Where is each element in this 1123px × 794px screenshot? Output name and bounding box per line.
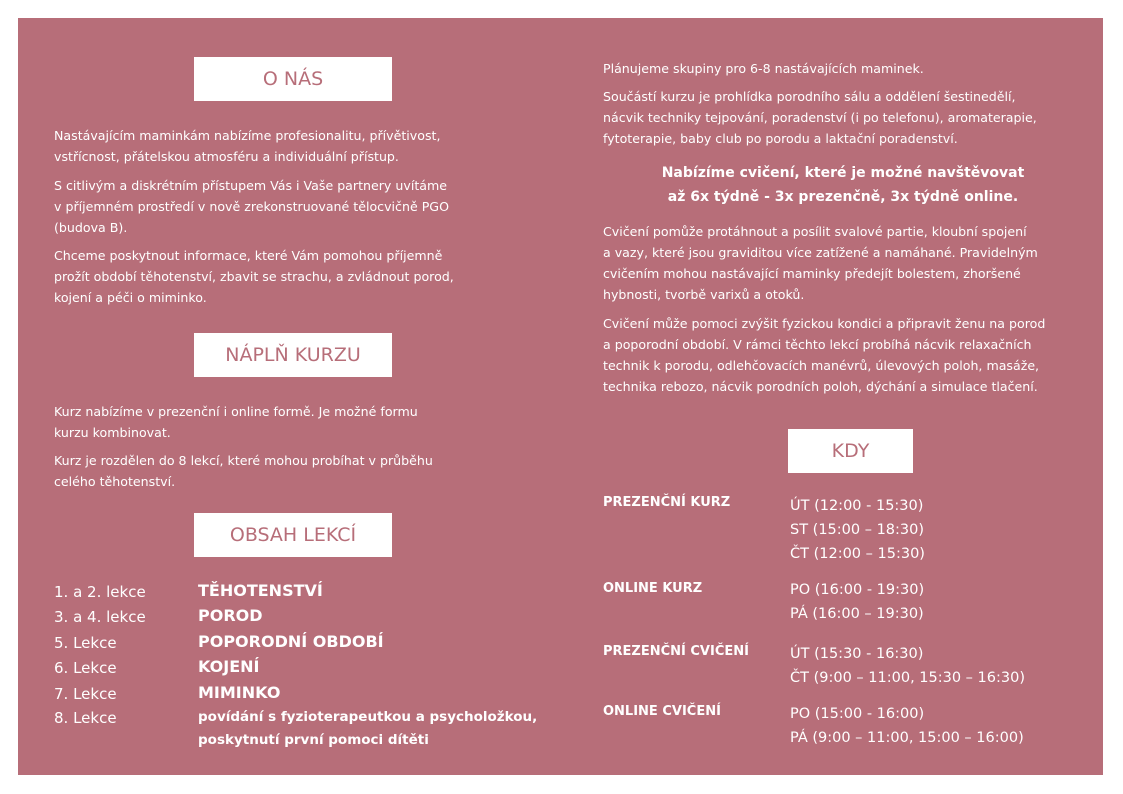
- exercise-highlight: Nabízíme cvičení, které je možné navštěvovat až 6x týdně - 3x prezenčně, 3x týdně online.: [661, 165, 1025, 205]
- schedule-heading: KDY: [788, 429, 913, 473]
- course-paragraph-2: Kurz je rozdělen do 8 lekcí, které mohou probíhat v průběhu celého těhotenství.: [54, 453, 433, 489]
- course-paragraph-1: Kurz nabízíme v prezenční i online formě. Je možné formu kurzu kombinovat.: [54, 404, 418, 440]
- about-heading: O NÁS: [194, 57, 392, 101]
- lesson-number: 8. Lekce: [54, 709, 117, 727]
- course-contents-paragraph: Součástí kurzu je prohlídka porodního sálu a oddělení šestinedělí, nácvik techniky tejpování, poradenství (i po telefonu), aromaterapie, fytoterapie, baby club po porodu a laktační poradenství.: [603, 89, 1037, 146]
- about-paragraph-3: Chceme poskytnout informace, které Vám pomohou příjemně prožít období těhotenství, zbavit se strachu, a zvládnout porod, kojení a péči o miminko.: [54, 248, 454, 305]
- schedule-times: PO (16:00 - 19:30) PÁ (16:00 – 19:30): [790, 582, 925, 622]
- lesson-topic: MIMINKO: [198, 683, 281, 702]
- lesson-number: 7. Lekce: [54, 685, 117, 703]
- lesson-number: 6. Lekce: [54, 659, 117, 677]
- lesson-number: 3. a 4. lekce: [54, 608, 146, 626]
- lesson-number: 5. Lekce: [54, 634, 117, 652]
- schedule-times: ÚT (15:30 - 16:30) ČT (9:00 – 11:00, 15:30 – 16:30): [790, 646, 1025, 686]
- groups-paragraph: Plánujeme skupiny pro 6-8 nastávajících maminek.: [603, 61, 924, 76]
- about-paragraph-2: S citlivým a diskrétním přístupem Vás i Vaše partnery uvítáme v příjemném prostředí v nově zrekonstruované tělocvičně PGO (budova B).: [54, 178, 449, 235]
- course-heading: NÁPLŇ KURZU: [194, 333, 392, 377]
- exercise-benefits-paragraph: Cvičení pomůže protáhnout a posílit svalové partie, kloubní spojení a vazy, které jsou graviditou více zatížené a namáhané. Pravidelným cvičením mohou nastávající maminky předejít bolestem, zhoršené hybnosti, tvorbě varixů a otoků.: [603, 224, 1038, 302]
- about-paragraph-1: Nastávajícím maminkám nabízíme profesionalitu, přívětivost, vstřícnost, přátelskou atmosféru a individuální přístup.: [54, 128, 441, 164]
- lesson-topic: povídání s fyzioterapeutkou a psycholožkou, poskytnutí první pomoci dítěti: [198, 709, 538, 748]
- schedule-label: PREZENČNÍ CVIČENÍ: [603, 644, 749, 659]
- schedule-label: ONLINE KURZ: [603, 581, 703, 596]
- exercise-techniques-paragraph: Cvičení může pomoci zvýšit fyzickou kondici a připravit ženu na porod a poporodní období. V rámci těchto lekcí probíhá nácvik relaxačních technik k porodu, odlehčovacích manévrů, úlevových poloh, masáže, technika rebozo, nácvik porodních poloh, dýchání a simulace tlačení.: [603, 316, 1046, 394]
- schedule-label: ONLINE CVIČENÍ: [603, 704, 721, 719]
- schedule-times: PO (15:00 - 16:00) PÁ (9:00 – 11:00, 15:00 – 16:00): [790, 706, 1024, 746]
- schedule-label: PREZENČNÍ KURZ: [603, 495, 731, 510]
- lesson-topic: KOJENÍ: [198, 657, 260, 676]
- schedule-times: ÚT (12:00 - 15:30) ST (15:00 – 18:30) ČT (12:00 – 15:30): [790, 498, 925, 562]
- lesson-topic: TĚHOTENSTVÍ: [198, 581, 323, 600]
- lesson-number: 1. a 2. lekce: [54, 583, 146, 601]
- lessons-heading: OBSAH LEKCÍ: [194, 513, 392, 557]
- lesson-topic: POROD: [198, 606, 263, 625]
- lesson-topic: POPORODNÍ OBDOBÍ: [198, 632, 384, 651]
